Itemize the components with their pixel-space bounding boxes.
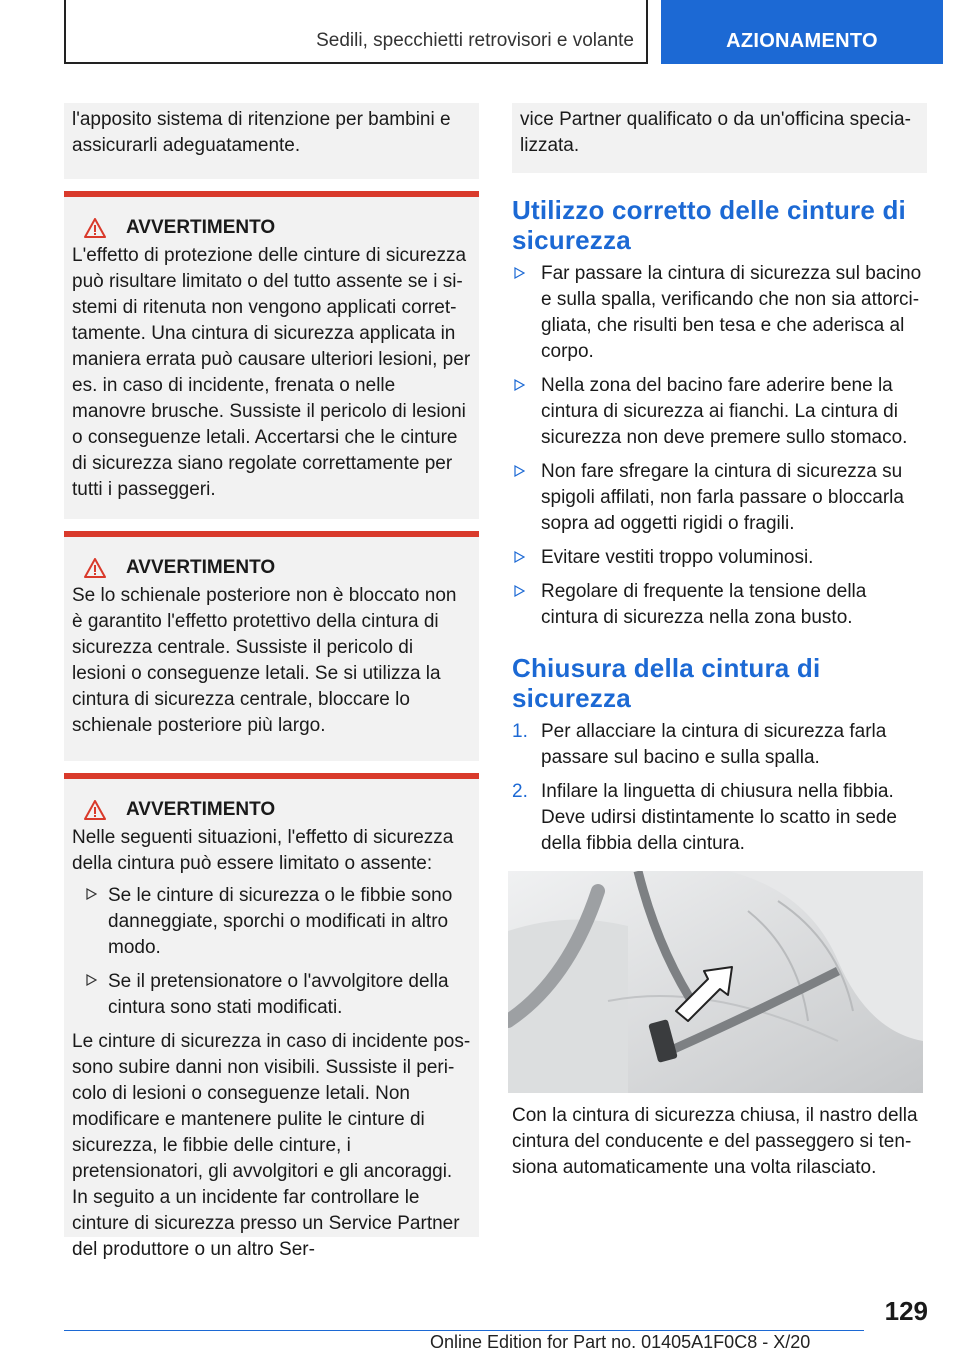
bullet-triangle-icon [514, 551, 525, 563]
step-number: 2. [512, 781, 528, 802]
usage-list [512, 261, 927, 631]
warning-triangle-icon [84, 558, 106, 578]
footer-divider [64, 1330, 864, 1331]
bullet-triangle-icon [86, 888, 97, 900]
warning-triangle-icon [84, 800, 106, 820]
list-item [512, 261, 927, 365]
list-item-text: Se le cinture di sicurezza o le fibbie sono danneggiate, sporchi o modificati in altro modo. [108, 885, 453, 958]
right-column [512, 103, 927, 1181]
seat-illustration [508, 871, 923, 1093]
step-text: Per allacciare la cintura di sicurezza farla passare sul bacino e sulla spalla. [541, 721, 887, 768]
warning-box-3 [64, 773, 479, 1260]
bullet-triangle-icon [514, 379, 525, 391]
step-item [512, 719, 927, 771]
running-header-section [64, 0, 648, 64]
list-item-text: Regolare di frequente la tensione della cintura di sicurezza nella zona busto. [541, 581, 867, 628]
step-number: 1. [512, 721, 528, 742]
bullet-triangle-icon [86, 974, 97, 986]
section-heading: Chiusura della cintura di sicurezza [512, 653, 821, 713]
warning-triangle-icon [84, 218, 106, 238]
step-item [512, 779, 927, 857]
list-item-text: Nella zona del bacino fare aderire bene la cintura di sicurezza ai fianchi. La cintura di sicurezza non deve premere sullo stomaco. [541, 375, 908, 448]
section-title: Sedili, specchietti retrovisori e volante [316, 30, 634, 51]
continued-text: l'apposito sistema di ritenzione per bambini e assicurarli adeguatamente. [72, 109, 451, 156]
continued-text: vice Partner qualificato o da un'officina specializzata. [520, 109, 911, 156]
step-text: Infilare la linguetta di chiusura nella fibbia. Deve udirsi distintamente lo scatto in sede della fibbia della cintura. [541, 781, 897, 854]
warning-title [72, 555, 471, 581]
list-item-text: Far passare la cintura di sicurezza sul bacino e sulla spalla, verificando che non sia attorcigliata, che risulti ben tesa e che aderisca al corpo. [541, 263, 922, 362]
warning-title-text: AVVERTIMENTO [126, 799, 276, 820]
bullet-triangle-icon [514, 585, 525, 597]
steps-list [512, 719, 927, 857]
figure-caption: Con la cintura di sicurezza chiusa, il nastro della cintura del conducente e del passeggero si tensiona automaticamente una volta rilasciato. [512, 1105, 918, 1178]
list-item [512, 459, 927, 537]
warning-title [72, 215, 471, 241]
warning-box-1 [64, 191, 479, 519]
list-item-text: Se il pretensionatore o l'avvolgitore della cintura sono stati modificati. [108, 971, 449, 1018]
warning-body: L'effetto di protezione delle cinture di sicurezza può risultare limitato o del tutto assente se i sistemi di ritenuta non vengono applicati correttamente. Una cintura di sicurezza applicata in maniera errata può causare ulteriori lesioni, per es. in caso di incidente, frenata o nelle manovre brusche. Sussiste il pericolo di lesioni o conseguenze letali. Accertarsi che le cinture di sicurezza siano regolate correttamente per tutti i passeggeri. [72, 245, 471, 500]
chapter-title: AZIONAMENTO [726, 30, 878, 52]
list-item [512, 579, 927, 631]
warning-body: Se lo schienale posteriore non è bloccato non è garantito l'effetto protettivo della cintura di sicurezza centrale. Sussiste il pericolo di lesioni o conseguenze letali. Se si utilizza la cintura di sicurezza centrale, bloccare lo schienale posteriore più largo. [72, 585, 457, 736]
page-number: 129 [884, 1296, 928, 1326]
section-heading: Utilizzo corretto delle cinture di sicurezza [512, 195, 906, 255]
warning-outro: Le cinture di sicurezza in caso di incidente possono subire danni non visibili. Sussiste il pericolo di lesioni o conseguenze letali. Non modificare e mantenere pulite le cinture di sicurezza, le fibbie delle cinture, i pretensionatori, gli avvolgitori e gli ancoraggi. In seguito a un incidente far controllare le cinture di sicurezza presso un Service Partner del produttore o un altro Ser- [72, 1031, 471, 1260]
warning-title [72, 797, 471, 823]
list-item [512, 373, 927, 451]
warning-title-text: AVVERTIMENTO [126, 557, 276, 578]
warning-box-2 [64, 531, 479, 761]
edition-text: Online Edition for Part no. 01405A1F0C8 - X/20 [430, 1332, 811, 1352]
list-item [86, 969, 471, 1021]
chapter-tab [661, 0, 943, 64]
continued-text-box [512, 103, 927, 173]
bullet-triangle-icon [514, 465, 525, 477]
warning-list [72, 883, 471, 1021]
warning-intro: Nelle seguenti situazioni, l'effetto di sicurezza della cintura può essere limitato o assente: [72, 827, 454, 874]
bullet-triangle-icon [514, 267, 525, 279]
left-column [64, 103, 479, 1260]
list-item-text: Evitare vestiti troppo voluminosi. [541, 547, 814, 568]
list-item [512, 545, 927, 571]
continued-text-box [64, 103, 479, 179]
list-item [86, 883, 471, 961]
list-item-text: Non fare sfregare la cintura di sicurezza su spigoli affilati, non farla passare o bloccarla sopra ad oggetti rigidi o fragili. [541, 461, 904, 534]
warning-title-text: AVVERTIMENTO [126, 217, 276, 238]
seatbelt-buckle-illustration [508, 871, 923, 1093]
